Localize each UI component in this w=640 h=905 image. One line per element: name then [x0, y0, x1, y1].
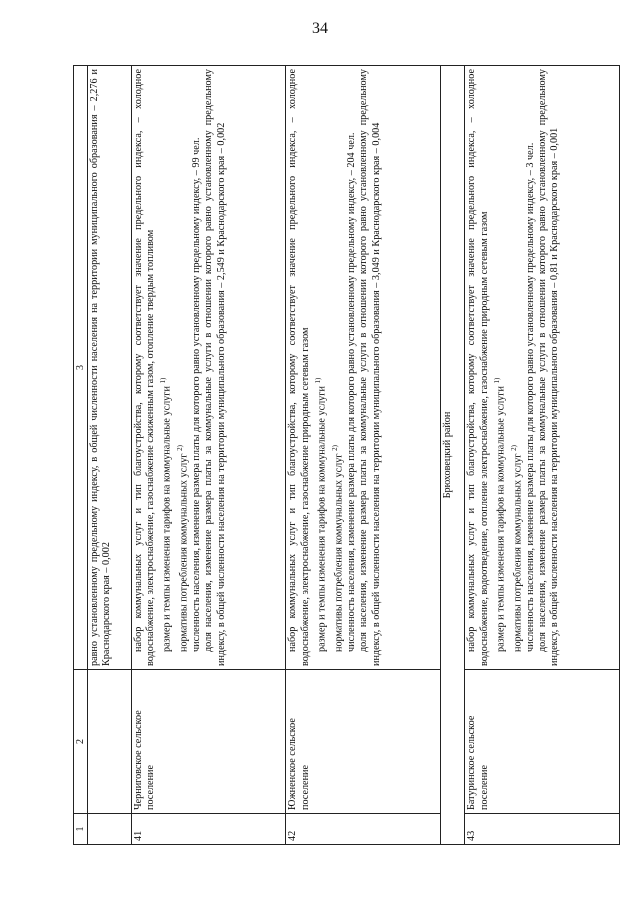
tariffs-text [157, 69, 174, 666]
share-text: доля населения, изменение размера платы за коммунальные услуги в отношении которого равно установленному предельному индексу, в общей численности населения на территории муниципального образования – 2,549 и Краснодарского края – 0,002 [203, 69, 227, 666]
norms-text [174, 69, 191, 666]
continuation-cell [88, 66, 132, 670]
header-col1: 1 [74, 814, 88, 845]
population-text: численность населения, изменение размера платы для которого равно установленному предельному индексу, – 204 чел. [345, 132, 357, 652]
table-row [286, 66, 441, 845]
rotated-table-wrapper [73, 65, 620, 845]
data-table [73, 65, 620, 845]
settlement-name: Батуринское сельское поселение [465, 670, 620, 814]
row-number: 42 [286, 814, 441, 845]
district-row [441, 66, 465, 845]
services-text: набор коммунальных услуг и тип благоустройства, которому соответствует значение предельного индекса, – холодное водоснабжение, электроснабжение, газоснабжение природным сетевым газом [287, 69, 311, 666]
row-details [286, 66, 441, 670]
footnote-marker: 1) [314, 377, 323, 384]
tariffs-text [312, 69, 329, 666]
norms-label: нормативы потребления коммунальных услуг [333, 453, 345, 652]
header-col3: 3 [74, 66, 88, 670]
share-text: доля населения, изменение размера платы за коммунальные услуги в отношении которого равно установленному предельному индексу, в общей численности населения на территории муниципального образования – 0,81 и Краснодарского края – 0,001 [537, 69, 561, 666]
row-details [131, 66, 286, 670]
settlement-name: Черниговское сельское поселение [131, 670, 286, 814]
continuation-row [88, 66, 132, 845]
norms-text [508, 69, 525, 666]
norms-text [329, 69, 346, 666]
footnote-marker: 1) [159, 377, 168, 384]
table-row [465, 66, 620, 845]
population-text: численность населения, изменение размера платы для которого равно установленному предельному индексу, – 3 чел. [524, 142, 536, 652]
settlement-name: Южненское сельское поселение [286, 670, 441, 814]
page-number: 34 [312, 20, 328, 37]
district-heading: Брюховецкий район [441, 66, 465, 845]
norms-label: нормативы потребления коммунальных услуг [178, 453, 190, 652]
row-number: 41 [131, 814, 286, 845]
tariffs-label: размер и темпы изменения тарифов на коммунальные услуги [495, 386, 507, 652]
footnote-marker: 2) [176, 445, 185, 451]
continuation-text: равно установленному предельному индексу, в общей численности населения на территории муниципального образования – 2,276 и Краснодарского края – 0,002 [89, 69, 113, 666]
norms-label: нормативы потребления коммунальных услуг [512, 453, 524, 652]
row-details [465, 66, 620, 670]
footnote-marker: 1) [493, 377, 502, 384]
tariffs-label: размер и темпы изменения тарифов на коммунальные услуги [316, 386, 328, 652]
services-text: набор коммунальных услуг и тип благоустройства, которому соответствует значение предельного индекса, – холодное водоснабжение, водоотведение, отопление электроснабжение, газоснабжение природным сетевым газом [466, 69, 490, 666]
tariffs-label: размер и темпы изменения тарифов на коммунальные услуги [161, 386, 173, 652]
population-text: численность населения, изменение размера платы для которого равно установленному предельному индексу, – 99 чел. [191, 137, 203, 652]
services-text: набор коммунальных услуг и тип благоустройства, которому соответствует значение предельного индекса, – холодное водоснабжение, электроснабжение, газоснабжение сжиженным газом, отопление твердым топливом [132, 69, 157, 666]
table-header-row [74, 66, 88, 845]
footnote-marker: 2) [330, 445, 339, 451]
row-number: 43 [465, 814, 620, 845]
header-col2: 2 [74, 670, 88, 814]
table-row [131, 66, 286, 845]
share-text: доля населения, изменение размера платы за коммунальные услуги в отношении которого равно установленному предельному индексу, в общей численности населения на территории муниципального образования – 3,049 и Краснодарского края – 0,004 [358, 69, 382, 666]
empty-cell [88, 814, 132, 845]
tariffs-text [491, 69, 508, 666]
empty-cell [88, 670, 132, 814]
footnote-marker: 2) [509, 445, 518, 451]
